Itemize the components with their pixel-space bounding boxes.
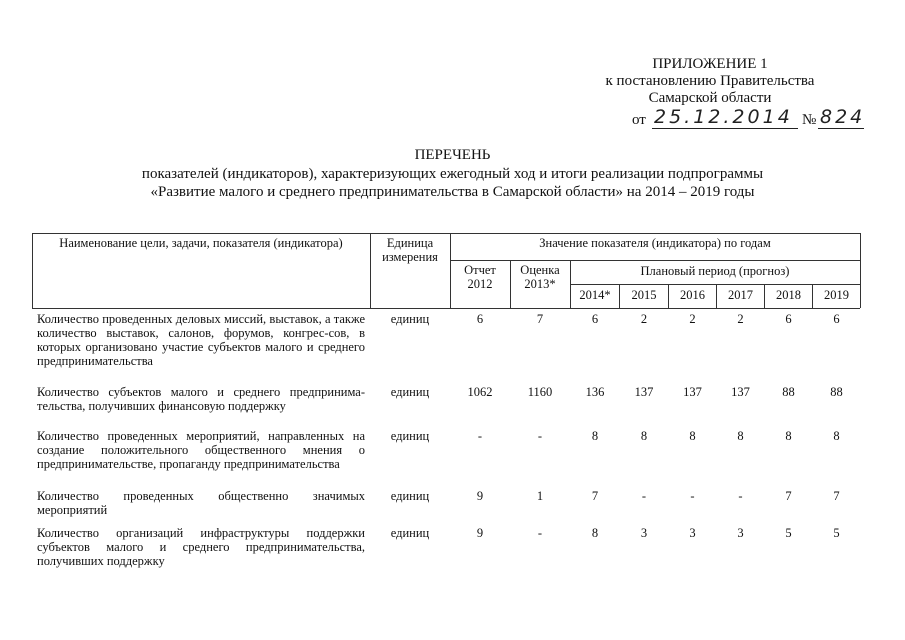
- header-values: Значение показателя (индикатора) по годам: [539, 236, 771, 250]
- number-label: №: [802, 112, 817, 128]
- row-value: 8: [640, 429, 648, 443]
- header-report: [452, 263, 508, 291]
- row-value: 2: [737, 312, 744, 326]
- row-unit: единиц: [390, 489, 430, 503]
- header-year: 2018: [776, 288, 801, 302]
- header-year: 2015: [631, 288, 657, 302]
- row-value: 137: [731, 385, 750, 399]
- row-value: -: [477, 429, 483, 443]
- row-value: 7: [785, 489, 792, 503]
- row-name: Количество организаций инфраструктуры поддержки субъектов малого и среднего предпринимательства, получивших поддержку: [37, 526, 365, 568]
- row-name: Количество проведенных общественно значимых мероприятий: [37, 489, 365, 517]
- header-report-line1: Отчет: [464, 263, 496, 277]
- header-name: Наименование цели, задачи, показателя (индикатора): [59, 236, 343, 250]
- header-year: 2016: [680, 288, 705, 302]
- row-value: 6: [833, 312, 840, 326]
- row-value: -: [738, 489, 743, 503]
- row-name: Количество проведенных деловых миссий, выставок, а также количество выставок, салонов, форумов, конгрес-сов, в которых организовано участие субъектов малого и среднего предпринимательства: [37, 312, 365, 368]
- row-value: -: [690, 489, 695, 503]
- header-estimate-line1: Оценка: [520, 263, 560, 277]
- document-subtitle-2: «Развитие малого и среднего предпринимательства в Самарской области» на 2014 – 2019 годы: [150, 184, 755, 200]
- header-year: 2017: [728, 288, 753, 302]
- header-unit-line1: Единица: [386, 236, 434, 250]
- from-label: от: [632, 112, 646, 128]
- row-value: 8: [737, 429, 744, 443]
- row-value: 8: [591, 429, 599, 443]
- row-value: 6: [591, 312, 599, 326]
- row-value: 8: [785, 429, 792, 443]
- row-value: -: [537, 429, 543, 443]
- row-value: 8: [591, 526, 599, 540]
- row-value: 6: [476, 312, 484, 326]
- row-value: 136: [585, 385, 605, 399]
- header-estimate: [512, 263, 568, 291]
- row-value: 6: [785, 312, 792, 326]
- row-unit: единиц: [390, 385, 430, 399]
- row-value: 137: [634, 385, 654, 399]
- row-unit: единиц: [390, 312, 430, 326]
- row-name: Количество проведенных мероприятий, направленных на создание положительного общественного мнения о предпринимательстве, пропаганду предпринимательства: [37, 429, 365, 471]
- row-value: 2: [689, 312, 696, 326]
- row-value: 8: [833, 429, 840, 443]
- header-report-line2: 2012: [467, 277, 493, 291]
- header-estimate-line2: 2013*: [524, 277, 556, 291]
- row-value: 7: [536, 312, 544, 326]
- row-value: 137: [683, 385, 702, 399]
- appendix-line-resolution: к постановлению Правительства: [605, 73, 815, 89]
- row-value: 1062: [467, 385, 493, 399]
- row-value: 9: [476, 526, 484, 540]
- header-unit-line2: измерения: [382, 250, 438, 264]
- header-year: 2014*: [579, 288, 611, 302]
- row-value: 3: [640, 526, 648, 540]
- row-value: 7: [591, 489, 599, 503]
- appendix-line-region: Самарской области: [648, 90, 772, 106]
- row-value: 3: [689, 526, 696, 540]
- row-value: -: [641, 489, 647, 503]
- row-value: 5: [833, 526, 840, 540]
- row-value: 88: [830, 385, 843, 399]
- row-value: 1: [536, 489, 544, 503]
- row-value: 9: [476, 489, 484, 503]
- appendix-date-line: [632, 106, 872, 132]
- row-name: Количество субъектов малого и среднего предпринима-тельства, получивших финансовую поддержку: [37, 385, 365, 413]
- row-value: 88: [782, 385, 795, 399]
- document-title: ПЕРЕЧЕНЬ: [414, 147, 491, 163]
- handwritten-date: 25.12.2014: [654, 106, 793, 128]
- handwritten-number: 824: [820, 106, 866, 128]
- row-value: 8: [689, 429, 696, 443]
- row-unit: единиц: [390, 526, 430, 540]
- row-value: 2: [640, 312, 648, 326]
- header-year: 2019: [824, 288, 849, 302]
- header-plan: Плановый период (прогноз): [640, 264, 790, 278]
- header-unit: [372, 236, 448, 264]
- row-value: 7: [833, 489, 840, 503]
- row-value: 1160: [527, 385, 553, 399]
- row-unit: единиц: [390, 429, 430, 443]
- row-value: 5: [785, 526, 792, 540]
- appendix-title: ПРИЛОЖЕНИЕ 1: [652, 56, 768, 72]
- appendix-header: [560, 56, 860, 107]
- document-subtitle-1: показателей (индикаторов), характеризующих ежегодный ход и итоги реализации подпрограммы: [141, 166, 764, 182]
- row-value: -: [537, 526, 543, 540]
- row-value: 3: [737, 526, 744, 540]
